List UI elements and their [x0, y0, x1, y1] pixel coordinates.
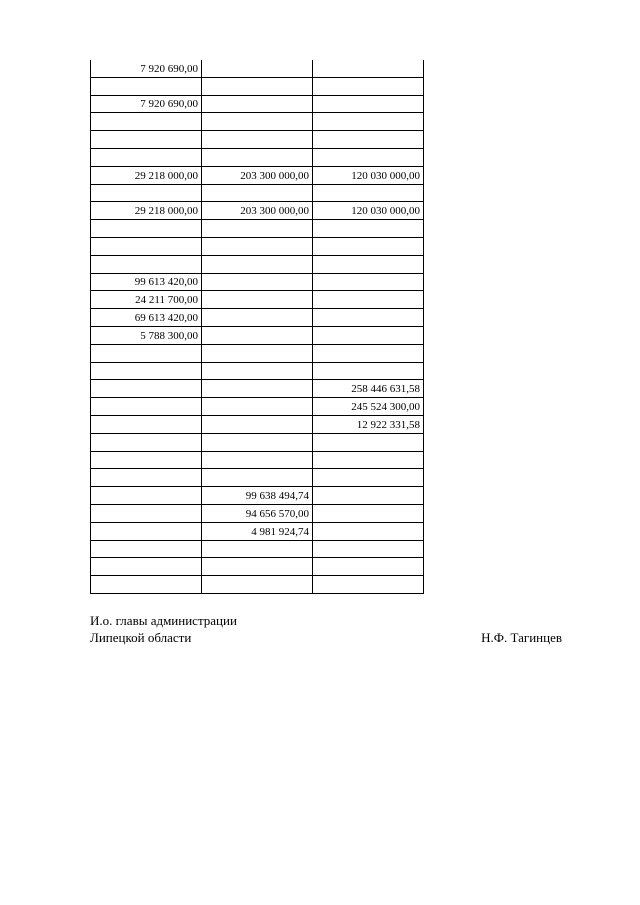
table-cell — [91, 113, 202, 131]
table-cell — [313, 558, 424, 576]
table-cell — [202, 291, 313, 309]
table-cell — [202, 362, 313, 380]
table-cell — [313, 309, 424, 327]
table-cell — [91, 344, 202, 362]
table-cell — [202, 184, 313, 202]
table-row — [91, 433, 424, 451]
table-row — [91, 398, 424, 416]
table-row — [91, 380, 424, 398]
table-row — [91, 148, 424, 166]
table-cell — [91, 380, 202, 398]
table-row — [91, 344, 424, 362]
table-cell: 203 300 000,00 — [202, 166, 313, 184]
table-row — [91, 469, 424, 487]
table-cell — [202, 60, 313, 77]
signature-block — [90, 612, 562, 646]
table-cell — [91, 558, 202, 576]
table-cell — [202, 273, 313, 291]
table-row — [91, 326, 424, 344]
table-row — [91, 362, 424, 380]
signatory-name: Н.Ф. Тагинцев — [481, 630, 562, 645]
table-cell: 69 613 420,00 — [91, 309, 202, 327]
table-cell: 120 030 000,00 — [313, 166, 424, 184]
table-cell — [202, 95, 313, 113]
table-row — [91, 291, 424, 309]
signatory-title-line1: И.о. главы администрации — [90, 613, 237, 628]
table-cell — [313, 451, 424, 469]
table-cell — [91, 522, 202, 540]
table-cell — [202, 469, 313, 487]
table-cell — [313, 148, 424, 166]
table-cell — [91, 362, 202, 380]
table-row — [91, 184, 424, 202]
signature-row — [90, 629, 562, 646]
table-cell: 24 211 700,00 — [91, 291, 202, 309]
table-cell — [202, 344, 313, 362]
table-cell: 94 656 570,00 — [202, 504, 313, 522]
table-cell — [313, 504, 424, 522]
table-cell: 245 524 300,00 — [313, 398, 424, 416]
table-cell — [91, 184, 202, 202]
table-cell — [313, 131, 424, 149]
table-row — [91, 558, 424, 576]
table-cell — [313, 237, 424, 255]
table-row — [91, 202, 424, 220]
table-cell — [202, 380, 313, 398]
table-cell — [313, 291, 424, 309]
table-cell — [91, 433, 202, 451]
table-cell — [202, 326, 313, 344]
table-cell: 120 030 000,00 — [313, 202, 424, 220]
table-cell — [202, 148, 313, 166]
table-cell — [313, 433, 424, 451]
table-cell — [313, 576, 424, 594]
table-cell — [91, 131, 202, 149]
table-row — [91, 60, 424, 77]
table-cell — [313, 344, 424, 362]
table-cell — [202, 558, 313, 576]
table-cell — [91, 237, 202, 255]
table-cell — [313, 362, 424, 380]
table-cell — [91, 415, 202, 433]
table-cell — [202, 131, 313, 149]
table-cell — [91, 540, 202, 558]
table-cell — [91, 576, 202, 594]
table-row — [91, 113, 424, 131]
table-cell: 7 920 690,00 — [91, 95, 202, 113]
table-cell: 5 788 300,00 — [91, 326, 202, 344]
table-cell — [91, 77, 202, 95]
budget-table — [90, 60, 424, 594]
table-cell — [313, 113, 424, 131]
table-cell — [313, 255, 424, 273]
table-cell — [313, 469, 424, 487]
table-cell — [313, 273, 424, 291]
table-cell — [91, 487, 202, 505]
table-cell: 29 218 000,00 — [91, 166, 202, 184]
table-row — [91, 131, 424, 149]
table-row — [91, 237, 424, 255]
table-cell — [202, 255, 313, 273]
table-cell — [91, 398, 202, 416]
table-cell — [313, 95, 424, 113]
table-row — [91, 487, 424, 505]
table-cell — [313, 60, 424, 77]
table-cell — [202, 309, 313, 327]
table-cell — [202, 398, 313, 416]
table-cell — [313, 487, 424, 505]
table-cell: 99 638 494,74 — [202, 487, 313, 505]
table-row — [91, 415, 424, 433]
table-cell — [202, 77, 313, 95]
table-cell — [313, 540, 424, 558]
table-row — [91, 166, 424, 184]
table-cell: 12 922 331,58 — [313, 415, 424, 433]
table-row — [91, 522, 424, 540]
table-cell: 29 218 000,00 — [91, 202, 202, 220]
signatory-title-line2: Липецкой области — [90, 630, 192, 645]
table-cell — [313, 220, 424, 238]
table-row — [91, 540, 424, 558]
table-cell — [202, 113, 313, 131]
table-cell — [91, 220, 202, 238]
table-cell: 4 981 924,74 — [202, 522, 313, 540]
table-row — [91, 95, 424, 113]
table-cell — [202, 237, 313, 255]
table-cell — [202, 220, 313, 238]
table-row — [91, 273, 424, 291]
table-row — [91, 576, 424, 594]
table-cell — [91, 469, 202, 487]
table-cell — [91, 255, 202, 273]
table-row — [91, 220, 424, 238]
table-cell: 7 920 690,00 — [91, 60, 202, 77]
table-cell — [202, 433, 313, 451]
table-row — [91, 451, 424, 469]
table-cell — [91, 504, 202, 522]
table-cell: 258 446 631,58 — [313, 380, 424, 398]
table-row — [91, 255, 424, 273]
table-cell: 99 613 420,00 — [91, 273, 202, 291]
table-cell — [91, 451, 202, 469]
table-cell — [202, 576, 313, 594]
table-row — [91, 77, 424, 95]
table-cell — [313, 326, 424, 344]
table-row — [91, 504, 424, 522]
budget-table-body — [91, 60, 424, 593]
table-cell — [313, 522, 424, 540]
table-cell — [313, 77, 424, 95]
table-cell — [91, 148, 202, 166]
table-cell — [202, 451, 313, 469]
table-cell — [202, 415, 313, 433]
table-cell: 203 300 000,00 — [202, 202, 313, 220]
table-row — [91, 309, 424, 327]
table-cell — [313, 184, 424, 202]
table-cell — [202, 540, 313, 558]
